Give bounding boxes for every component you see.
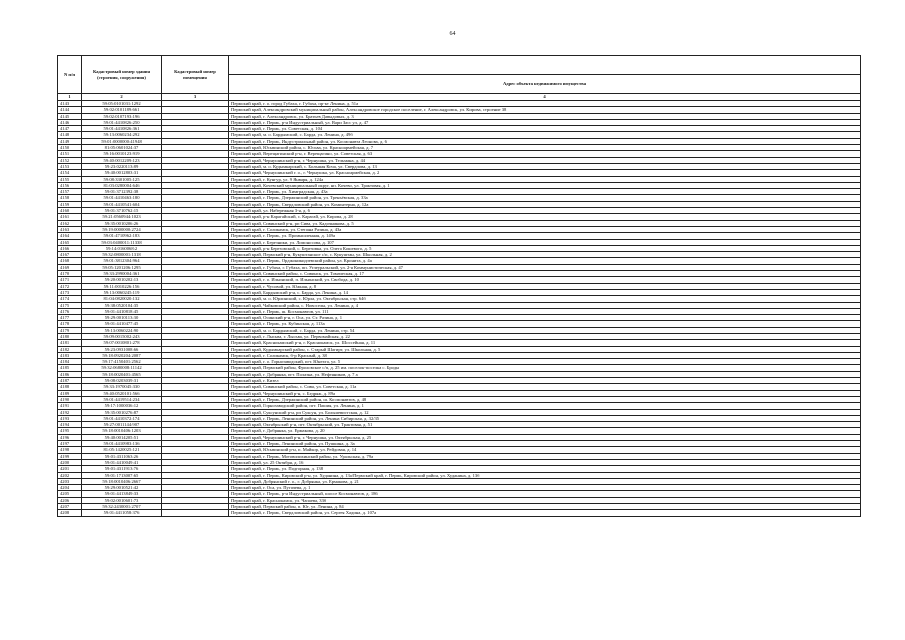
building-cadastral-number: 59:18:0020401:4565 [82,371,162,377]
building-cadastral-number: 59:01:4410049:41 [82,459,162,465]
row-number: 4205 [58,491,82,497]
row-number: 4179 [58,327,82,333]
page-number: 64 [449,31,456,37]
building-cadastral-number: 59:29:0010521:42 [82,485,162,491]
row-number: 4188 [58,384,82,390]
row-number: 4203 [58,478,82,484]
building-cadastral-number: 59:38:0520104:35 [82,302,162,308]
header-address: Адрес объекта недвижимого имущества [229,75,861,94]
row-number: 4186 [58,371,82,377]
building-cadastral-number: 59:17:4150401:2562 [82,359,162,365]
building-cadastral-number: 59:01:4410818:45 [82,308,162,314]
object-address: Пермский край, г. Пермь, Ленинский район, ул. Пушкина, д. 3а [229,441,861,447]
row-number: 4207 [58,504,82,510]
building-cadastral-number: 59:01:4410826:361 [82,126,162,132]
row-number: 4177 [58,315,82,321]
object-address: Пермский край, Юсьвинский район, с. Юсьва, ул. Красноармейская, д. 7 [229,145,861,151]
row-number: 4146 [58,119,82,125]
object-address: Пермский край, Пермский р-н, Кукуштанское с/п, с. Кукуштан, ул. Школьная, д. 2 [229,252,861,258]
row-number: 4162 [58,220,82,226]
object-address: Пермский край, г. Краснокамск, ул. Чапаева, 33б [229,497,861,503]
row-number: 4201 [58,466,82,472]
object-address: Пермский край, Чернушинский г. о., г. Чернушка, ул. Красноармейская, д. 2 [229,170,861,176]
building-cadastral-number: 59:33:2990004:361 [82,271,162,277]
building-cadastral-number: 59:35:0010276:87 [82,409,162,415]
object-address: Пермский край, Сивинский р-н, рп Сива, ул. Кадочникова, д. 5 [229,220,861,226]
row-number: 4184 [58,359,82,365]
row-number: 4181 [58,340,82,346]
building-cadastral-number: 59:01:0000000:41948 [82,138,162,144]
object-address: Пермский край, г. Соликамск, б-р Красный, д. 38 [229,352,861,358]
row-number: 4192 [58,409,82,415]
row-number: 4160 [58,208,82,214]
row-number: 4170 [58,271,82,277]
row-number: 4156 [58,182,82,188]
row-number: 4180 [58,333,82,339]
table-row [58,510,861,516]
premise-cadastral-number [162,510,229,516]
object-address: Пермский край, г. Кунгур, ул. 9 Января, д. 124а [229,176,861,182]
object-address: Пермский край, г. Пермь, р-н Индустриальный, шоссе Космонавтов, д. 186 [229,491,861,497]
header-num: N п/п [58,56,82,94]
row-number: 4185 [58,365,82,371]
building-cadastral-number: 81:05:1420025:121 [82,447,162,453]
row-number: 4183 [58,352,82,358]
row-number: 4166 [58,245,82,251]
object-address: Пермский край, Осинский р-н, г. Оса, ул. Ст. Разина, д. 1 [229,315,861,321]
building-cadastral-number: 59:01:1713007:65 [82,472,162,478]
row-number: 4194 [58,422,82,428]
row-number: 4200 [58,459,82,465]
row-number: 4171 [58,277,82,283]
building-cadastral-number: 59:29:0010113:30 [82,315,162,321]
registry-table [57,55,861,517]
row-number: 4204 [58,485,82,491]
building-cadastral-number: 59:13:0060224:90 [82,327,162,333]
building-cadastral-number: 59:01:4410826:250 [82,119,162,125]
row-number: 4153 [58,163,82,169]
object-address: Пермский край, г. Пермь, р-н Индустриальный, ул. Вари Засс ул, д. 47 [229,119,861,125]
object-address: Пермский край, г. Пермь, ул. Химградская, д. 43а [229,189,861,195]
object-address: Пермский край, м. о. Бардымский, с. Барда, ул. Ленина, стр. 54 [229,327,861,333]
building-cadastral-number: 59:23:0220113:89 [82,163,162,169]
object-address: Пермский край, Пермский район, п. Юг, ул. Ленина, д. 84 [229,504,861,510]
building-cadastral-number: 59:01:3712392:38 [82,189,162,195]
object-address: Пермский край, г. Лысьва, г. Лысьва, ул. Первомайская, д. 22 [229,333,861,339]
row-number: 4189 [58,390,82,396]
row-number: 4173 [58,289,82,295]
header-premise-cadastral: Кадастровый номер помещения [162,56,229,94]
object-address: Пермский край, г. Пермь, ул. Промышленная, д. 149а [229,233,861,239]
object-address: Пермский край, Кудымкарский район, с. Старый Шагирт, ул. Школьная, д. 5 [229,346,861,352]
row-number: 4161 [58,214,82,220]
building-cadastral-number: 59:01:4410463:180 [82,195,162,201]
object-address: Пермский край, м. о. Юрлинский, с. Юрла, ул. Октябрьская, стр. 64б [229,296,861,302]
row-number: 4176 [58,308,82,314]
building-cadastral-number: 81:04:0820020:132 [82,296,162,302]
row-number: 4199 [58,453,82,459]
building-cadastral-number: 59:02:0101189:661 [82,107,162,113]
building-cadastral-number: 59:16:0010123:919 [82,151,162,157]
object-address: Пермский край, Краснокамский р-н, г. Краснокамск, ул. Шоссейная, д. 11 [229,340,861,346]
building-cadastral-number: 59:01:4410477:45 [82,321,162,327]
row-number: 4193 [58,415,82,421]
object-address: Пермский край, Чернушинский р-н, г. Чернушка, ул. Октябрьская, д. 25 [229,434,861,440]
building-cadastral-number: 59:18:0920204:2087 [82,352,162,358]
row-number: 4168 [58,258,82,264]
building-cadastral-number: 59:02:0107193:196 [82,113,162,119]
building-cadastral-number: 59:01:4410541:604 [82,201,162,207]
object-address: Пермский край, г. Оса, ул. Пугачева, д. 1 [229,485,861,491]
building-cadastral-number: 59:07:0010801:278 [82,340,162,346]
object-address: Пермский край, г. Пермь, ул. Подгорная, д. 138 [229,466,861,472]
row-number: 4163 [58,226,82,232]
row-number: 4195 [58,428,82,434]
row-number: 4202 [58,472,82,478]
row-number: 4157 [58,189,82,195]
row-number: 4191 [58,403,82,409]
building-cadastral-number: 81:03:0280004:646 [82,182,162,188]
col-number-1: 1 [58,94,82,101]
object-address: Пермский край, г. Пермь, Свердловский район, ул. Коминтерна, д. 12а [229,201,861,207]
building-cadastral-number: 59:32:0800001:1318 [82,252,162,258]
building-cadastral-number: 59:32:2430001:2707 [82,504,162,510]
object-address: Пермский край, г. Пермь, Свердловский район, ул. Сергея Хадина, д. 107а [229,510,861,516]
object-address: Пермский край, г. Добрянка, пгт. Полазна, ул. Нефтяников, д. 7 а [229,371,861,377]
building-cadastral-number: 59:40:0012803:31 [82,170,162,176]
object-address: Пермский край, г. Пермь, ул. Советская, д. 104 [229,126,861,132]
building-cadastral-number: 59:01:4311913:76 [82,466,162,472]
building-cadastral-number: 59:20:0010202:13 [82,277,162,283]
row-number: 4143 [58,101,82,107]
row-number: 4196 [58,434,82,440]
building-cadastral-number: 59:01:4413849:33 [82,491,162,497]
row-number: 4155 [58,176,82,182]
row-number: 4165 [58,239,82,245]
building-cadastral-number: 59:03:0400011:11338 [82,239,162,245]
object-address: Пермский край, Верещагинский р-н, г. Верещагино, ул. Советская, д. 63 [229,151,861,157]
row-number: 4187 [58,378,82,384]
building-cadastral-number: 59:01:4311063:26 [82,453,162,459]
building-cadastral-number: 59:01:4419514:234 [82,396,162,402]
row-number: 4182 [58,346,82,352]
building-cadastral-number: 59:18:0010406:2667 [82,478,162,484]
row-number: 4178 [58,321,82,327]
object-address: Пермский край, Октябрьский р-н, пгт. Октябрьский, ул. Трактовая, д. 51 [229,422,861,428]
building-cadastral-number: 59:01:4410372:174 [82,415,162,421]
building-cadastral-number: 59:33:1970045:330 [82,384,162,390]
object-address: Пермский край, Александровский муниципальный район, Александровское городское поселение, г. Александровск, ул. Кирова, строение 38 [229,107,861,113]
building-cadastral-number: 59:01:4410983:136 [82,441,162,447]
object-address: Пермский край, г. Пермь, Индустриальный район, ул. Космонавта Леонова, д. 6 [229,138,861,144]
row-number: 4154 [58,170,82,176]
row-number: 4175 [58,302,82,308]
object-address: Пермский край, г. о. город Губаха, г. Губаха, пр-кт Ленина, д. 51а [229,101,861,107]
row-number: 4190 [58,396,82,402]
building-cadastral-number: 59:05:0101031:1292 [82,101,162,107]
building-cadastral-number: 59:18:0010406:1203 [82,428,162,434]
col-number-3: 3 [162,94,229,101]
row-number: 4198 [58,447,82,453]
row-number: 4172 [58,283,82,289]
row-number: 4169 [58,264,82,270]
building-cadastral-number: 59:23:0931008:66 [82,346,162,352]
building-cadastral-number: 59:05:1201206:1295 [82,264,162,270]
row-number: 4208 [58,510,82,516]
object-address: Пермский край, Добрянский г. о., г. Добрянка, ул. Ермакова, д. 21 [229,478,861,484]
building-cadastral-number: 59:09:0015002:243 [82,333,162,339]
building-cadastral-number: 59:40:0014205:51 [82,434,162,440]
row-number: 4152 [58,157,82,163]
col-number-2: 2 [82,94,162,101]
row-number: 4145 [58,113,82,119]
row-number: 4206 [58,497,82,503]
object-address: Пермский край, г. Александровск, ул. Братьев Давыдовых, д. 3 [229,113,861,119]
object-address: Пермский край, Бардымский р-н, с. Барда, ул. Ленина, д. 14 [229,289,861,295]
object-address: Пермский край, Пермский район, Фроловское с/п, д. 25 им. поселок-поселка с. Броды [229,365,861,371]
building-cadastral-number: 59:40:0520101:566 [82,390,162,396]
building-cadastral-number: 59:01:3710762:15 [82,208,162,214]
building-cadastral-number: 59:19:0000000:2724 [82,226,162,232]
row-number: 4144 [58,107,82,113]
row-number: 4197 [58,441,82,447]
building-cadastral-number: 59:08:3301005:125 [82,176,162,182]
object-address: Пермский край, г. Чусовой, ул. Южная, д. 8 [229,283,861,289]
building-cadastral-number: 59:08:0203039:31 [82,378,162,384]
object-address: Пермский край, Чайковский район, с. Новоселы, ул. Ленина, д. 4 [229,302,861,308]
object-address: Пермский край, г. Соликамск, ул. Степана Разина, д. 43а [229,226,861,232]
row-number: 4148 [58,132,82,138]
object-address: Пермский край, м. о. Бардымский, с. Барда, ул. Ленина, д. 49б [229,132,861,138]
building-cadastral-number: 59:01:4710962:183 [82,233,162,239]
building-cadastral-number: 59:35:0010206:26 [82,220,162,226]
object-address: Пермский край, г. Губаха, г. Губаха, пп. Углеуральский, ул. 2-я Коммунистическая, д. 47 [229,264,861,270]
building-cadastral-number: 59:11:0010226:156 [82,283,162,289]
building-cadastral-number: 59:01:4411058:376 [82,510,162,516]
object-address: Пермский край, ул. Набережная 3-я, д. 6 [229,208,861,214]
building-cadastral-number: 59:02:0010601:73 [82,497,162,503]
header-address-spacer [229,56,861,75]
building-cadastral-number: 81:05:0601024:37 [82,145,162,151]
object-address: Пермский край, Суксунский р-н, рп Суксун, ул. Большевистская, д. 12 [229,409,861,415]
row-number: 4151 [58,151,82,157]
building-cadastral-number: 59:14:0160068:2 [82,245,162,251]
object-address: Пермский край, Горнозаводский район, пгт. Пашия, ул. Ленина, д. 1 [229,403,861,409]
header-building-cadastral: Кадастровый номер здания (строения, сооружения) [82,56,162,94]
object-address: Пермский край, ул. 25 Октября, д. 16 [229,459,861,465]
building-cadastral-number: 59:27:0011144:907 [82,422,162,428]
row-number: 4174 [58,296,82,302]
object-address: Пермский край, р-н Карагайский, с. Карагай, ул. Кирова, д. 28 [229,214,861,220]
object-address: Пермский край, г. Пермь, Мотовилихинский район, ул. Уральская, д. 79а [229,453,861,459]
object-address: Пермский край, Чернушинский р-н, г. Чернушка, ул. Тельмана, д. 44 [229,157,861,163]
object-address: Пермский край, г. Добрянка, ул. Ермакова, д. 20 [229,428,861,434]
building-cadastral-number: 59:21:0560944:1023 [82,214,162,220]
object-address: Пермский край, г. Пермь, Орджоникидзевский район, ул. Кронита, д. 4а [229,258,861,264]
building-cadastral-number: 59:13:0060234:292 [82,132,162,138]
object-address: Пермский край, г. Пермь, Дзержинский район, ул. Треньёвская, д. 33а [229,195,861,201]
row-number: 4164 [58,233,82,239]
object-address: Пермский край, м. о. Кудымкарский, с. Большая Коча, ул. Свердлова, д. 13 [229,163,861,169]
col-number-4: 4 [229,94,861,101]
row-number: 4147 [58,126,82,132]
object-address: Пермский край, г. Березники, ул. Ломоносова, д. 107 [229,239,861,245]
object-address: Пермский край, Кочевский муниципальный округ, нп. Кочево, ул. Трактовая, д. 1 [229,182,861,188]
object-address: Пермский край, г. Кизел [229,378,861,384]
row-number: 4159 [58,201,82,207]
building-cadastral-number: 59:13:0060245:119 [82,289,162,295]
object-address: Пермский край, Чернушинский р-н, с. Бедряж, д. 89а [229,390,861,396]
object-address: Пермский край, г. Пермь, ул. Кубинская, д. 113а [229,321,861,327]
row-number: 4149 [58,138,82,144]
object-address: Пермский край, г. Пермь, Дзержинский район, ш. Космонавтов, д. 48 [229,396,861,402]
object-address: Пермский край, р-н Березовский, с. Березовка, ул. Олега Кошевого, д. 5 [229,245,861,251]
row-number: 4150 [58,145,82,151]
row-number: 4158 [58,195,82,201]
object-address: Пермский край, г. о. Ильинский, п. Ильинский, ул. Свобода, д. 10 [229,277,861,283]
object-address: Пермский край, г. о. Горнозаводский, пгт. Юнехта, ул. 5 [229,359,861,365]
row-number: 4167 [58,252,82,258]
building-cadastral-number: 59:40:0012209:123 [82,157,162,163]
building-cadastral-number: 59:01:3812304:964 [82,258,162,264]
object-address: Пермский край, Сивинский район, с. Сива, ул. Советская, д. 11а [229,384,861,390]
building-cadastral-number: 59:32:0680008:11142 [82,365,162,371]
object-address: Пермский край, г. Пермь, ш. Космонавтов, ул. 111 [229,308,861,314]
table-body [58,101,861,517]
building-cadastral-number: 59:17:1000036:12 [82,403,162,409]
object-address: Пермский край, Юсьвинский р-н, п. Майкор, ул. Рейдовая, д. 14 [229,447,861,453]
object-address: Пермский край, Сивинский район, с. Сивинск, ул. Томаческая, д. 17 [229,271,861,277]
object-address: Пермский край, г. Пермь, Кировский р-н, ул. Худанина, д. 13а/Пермский край, г. Пермь, Кировский район, ул. Худанина, д. 13б [229,472,861,478]
object-address: Пермский край, г. Пермь, Ленинский район, ул. Ленина Сибирская, д. 32/35 [229,415,861,421]
